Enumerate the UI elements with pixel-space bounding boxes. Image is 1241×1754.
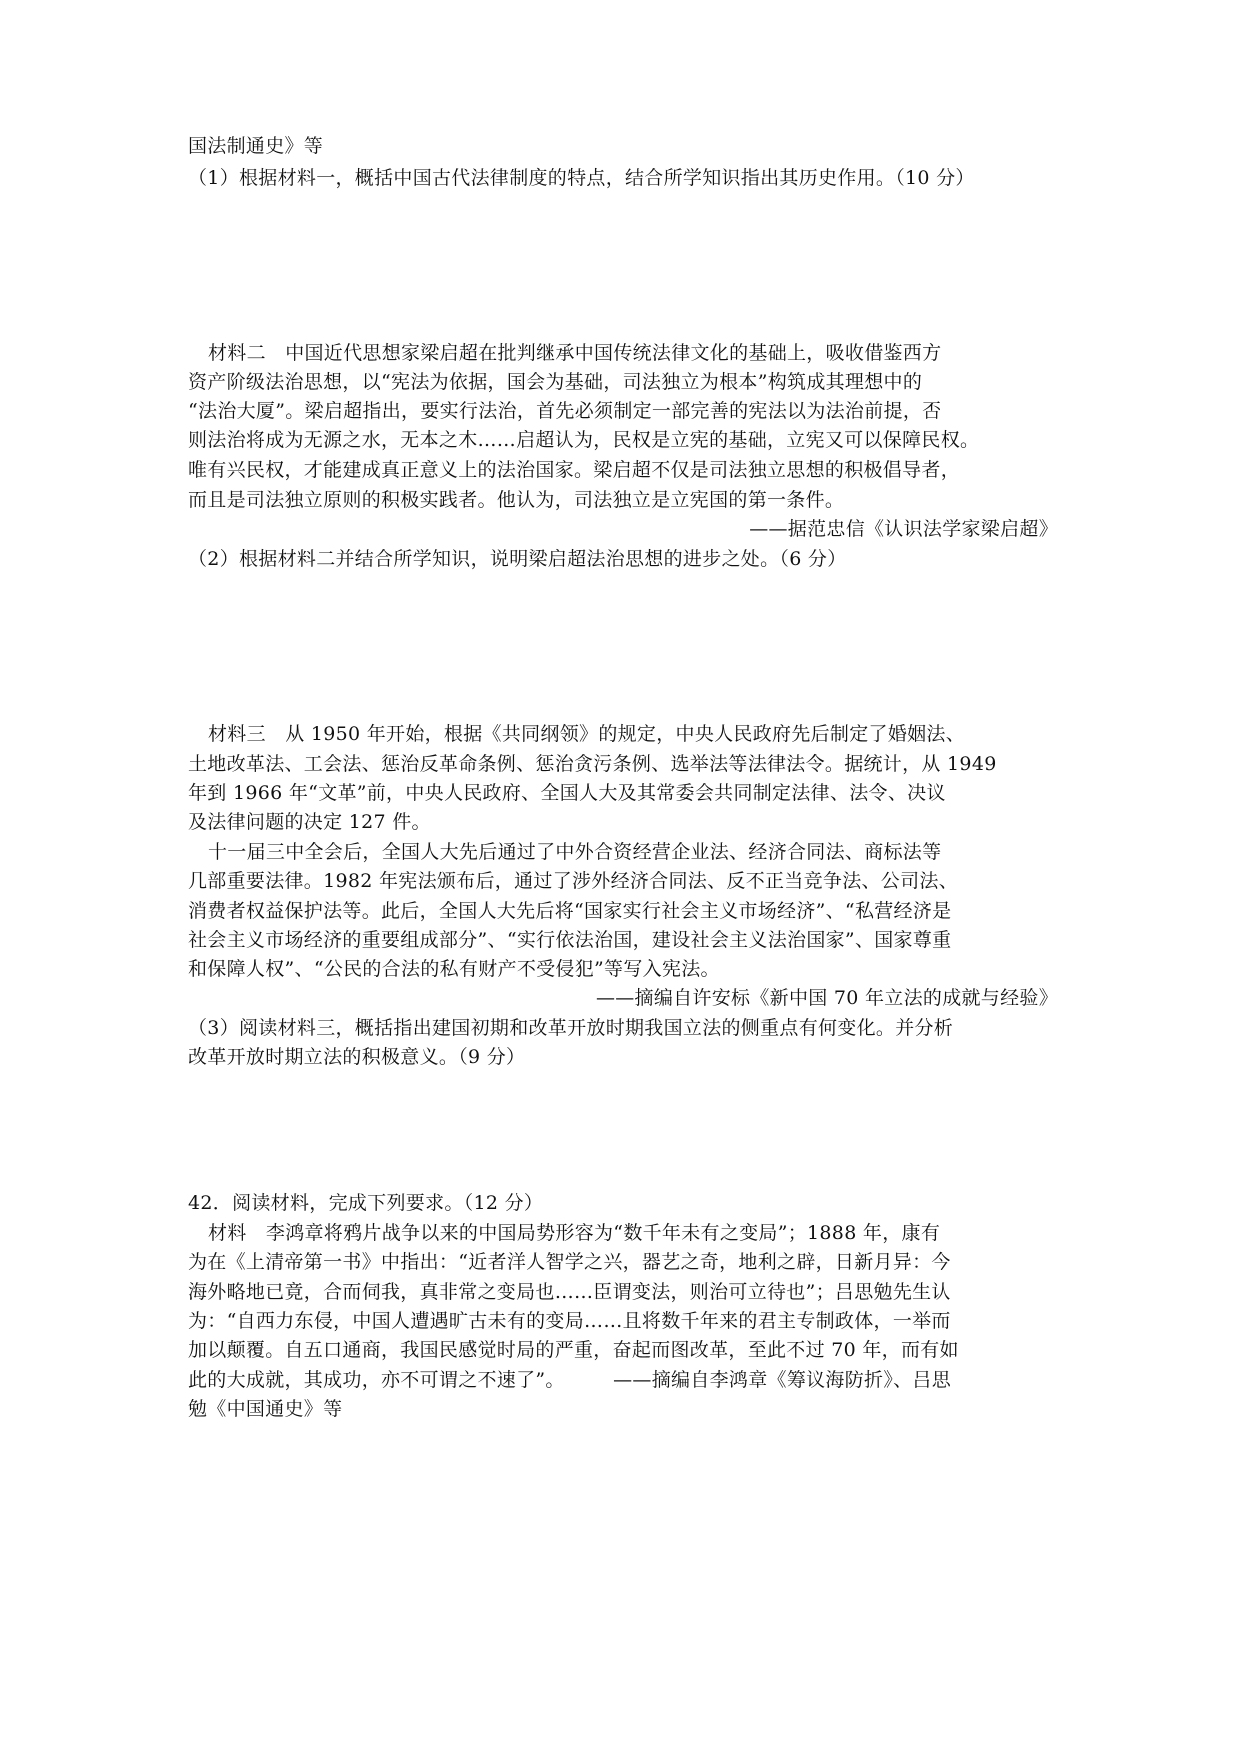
material-2-line: 材料二 中国近代思想家梁启超在批判继承中国传统法律文化的基础上，吸收借鉴西方	[208, 342, 942, 364]
material-2-line: 资产阶级法治思想，以“宪法为依据，国会为基础，司法独立为根本”构筑成其理想中的	[188, 371, 923, 393]
material-3-line: 土地改革法、工会法、惩治反革命条例、惩治贪污条例、选举法等法律法令。据统计，从 1949	[188, 753, 997, 775]
material-3-line: 十一届三中全会后，全国人大先后通过了中外合资经营企业法、经济合同法、商标法等	[208, 841, 942, 863]
material-4-line: 材料 李鸿章将鸦片战争以来的中国局势形容为“数千年未有之变局”；1888 年，康有	[208, 1222, 941, 1244]
material-2-line: 而且是司法独立原则的积极实践者。他认为，司法独立是立宪国的第一条件。	[188, 489, 845, 511]
material-4-line: 此的大成就，其成功，亦不可谓之不速了”。 ——摘编自李鸿章《筹议海防折》、吕思	[188, 1369, 952, 1391]
material-4-line: 海外略地已竟，合而伺我，真非常之变局也……臣谓变法，则治可立待也”；吕思勉先生认	[188, 1281, 951, 1303]
material-4-line: 为在《上清帝第一书》中指出：“近者洋人智学之兴，器艺之奇，地利之辟，日新月异：今	[188, 1251, 951, 1273]
material-3-line: 及法律问题的决定 127 件。	[188, 811, 431, 833]
text-line: 国法制通史》等	[188, 135, 324, 157]
material-4-line: 加以颠覆。自五口通商，我国民感觉时局的严重，奋起而图改革，至此不过 70 年，而有如	[188, 1339, 959, 1361]
material-3-line: 材料三 从 1950 年开始，根据《共同纲领》的规定，中央人民政府先后制定了婚姻法、	[208, 723, 966, 745]
material-2-line: “法治大厦”。梁启超指出，要实行法治，首先必须制定一部完善的宪法以为法治前提，否	[188, 400, 942, 422]
question-2: （2）根据材料二并结合所学知识，说明梁启超法治思想的进步之处。（6 分）	[188, 548, 847, 570]
material-2-line: 则法治将成为无源之水，无本之木……启超认为，民权是立宪的基础，立宪又可以保障民权。	[188, 429, 980, 451]
question-3: （3）阅读材料三，概括指出建国初期和改革开放时期我国立法的侧重点有何变化。并分析	[188, 1017, 954, 1039]
material-3-line: 和保障人权”、“公民的合法的私有财产不受侵犯”等写入宪法。	[188, 958, 720, 980]
question-42-heading: 42．阅读材料，完成下列要求。（12 分）	[188, 1192, 544, 1214]
question-3: 改革开放时期立法的积极意义。（9 分）	[188, 1046, 526, 1068]
material-2-line: 唯有兴民权，才能建成真正意义上的法治国家。梁启超不仅是司法独立思想的积极倡导者，	[188, 459, 961, 481]
material-3-line: 年到 1966 年“文革”前，中央人民政府、全国人大及其常委会共同制定法律、法令、决议	[188, 782, 946, 804]
material-4-line: 勉《中国通史》等	[188, 1398, 343, 1420]
material-4-line: 为：“自西力东侵，中国人遭遇旷古未有的变局……且将数千年来的君主专制政体，一举而	[188, 1310, 951, 1332]
material-3-line: 社会主义市场经济的重要组成部分”、“实行依法治国，建设社会主义法治国家”、国家尊重	[188, 929, 952, 951]
material-3-source: ——摘编自许安标《新中国 70 年立法的成就与经验》	[595, 987, 1058, 1009]
material-3-line: 几部重要法律。1982 年宪法颁布后，通过了涉外经济合同法、反不正当竞争法、公司法、	[188, 870, 958, 892]
question-1: （1）根据材料一，概括中国古代法律制度的特点，结合所学知识指出其历史作用。（10 分）	[188, 167, 975, 189]
material-2-source: ——据范忠信《认识法学家梁启超》	[749, 518, 1058, 540]
material-3-line: 消费者权益保护法等。此后，全国人大先后将“国家实行社会主义市场经济”、“私营经济是	[188, 900, 952, 922]
